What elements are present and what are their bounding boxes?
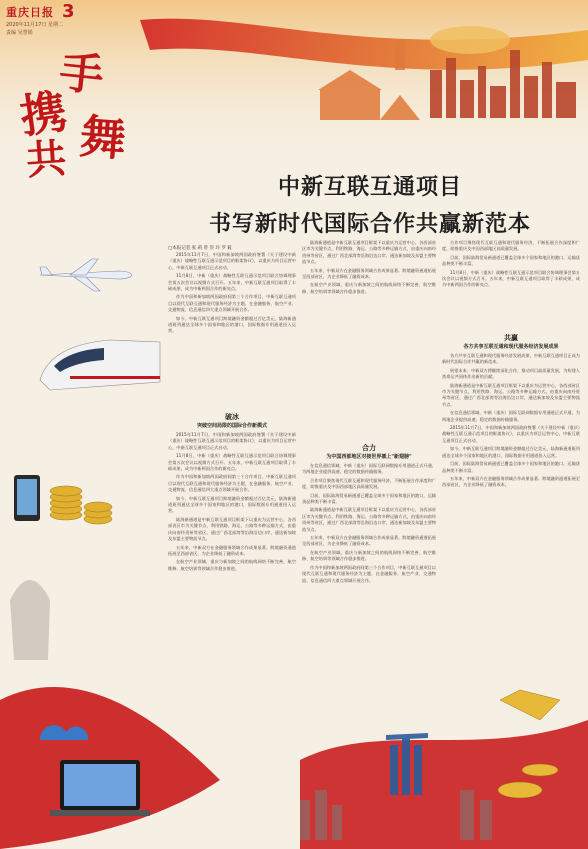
calligraphy-char: 共 bbox=[24, 134, 68, 185]
paragraph: 作为中国和新加坡两国政府间第三个合作项目，中新互联互通项目以现代互联互通和现代服务经济为主题，在金融服务、航空产业、交通物流、信息通信四大重点领域开展合作。 bbox=[168, 474, 296, 493]
calligraphy-char: 手 bbox=[56, 46, 107, 103]
issue-date: 2020年11月17日 星期二 bbox=[6, 22, 64, 28]
paragraph: 如今，中新互联互通项目跨境融资金额超过百亿美元，陆海新通道班列通达全球多个国家和地区的港口，国际数据专用通道投入运营。 bbox=[442, 446, 580, 458]
paragraph: 作为中国和新加坡两国政府间第三个合作项目，中新互联互通项目以现代互联互通和现代服务经济为主题，在金融服务、航空产业、交通物流、信息通信四大重点领域开展合作。 bbox=[168, 294, 296, 313]
article-column-3b bbox=[442, 353, 580, 491]
paragraph: 在信息通信领域，中新（重庆）国际互联网数据专用通道正式开通，为两地企业提供高速、稳定的数据传输服务。 bbox=[442, 410, 580, 422]
editor-credit: 责编 吴慧娟 bbox=[6, 30, 33, 36]
headline bbox=[170, 170, 570, 238]
paragraph: 作为中国和新加坡两国政府间第三个合作项目，中新互联互通项目以现代互联互通和现代服务经济为主题，在金融服务、航空产业、交通物流、信息通信四大重点领域开展合作。 bbox=[302, 564, 436, 583]
paragraph: 11月8日，中新（重庆）战略性互联互通示范项目联合协调理事会第五次会议以视频方式召开。五年来，中新互联互通项目取得了丰硕成果，成为中新两国合作的新亮点。 bbox=[168, 453, 296, 472]
headline-line-1: 中新互联互通项目 bbox=[277, 174, 462, 200]
calligraphy-char: 舞 bbox=[77, 109, 128, 167]
paragraph: 合作项目聚焦现代互联互通和现代服务经济，不断拓展合作深度和广度，助推重庆及中国西部地区高质量发展。 bbox=[302, 477, 436, 490]
article-column-2b bbox=[302, 463, 436, 586]
paragraph: 展望未来，中新双方将继续深化合作，推动项目高质量发展，为构建人类命运共同体作出新的贡献。 bbox=[442, 367, 580, 380]
article-column-2 bbox=[302, 240, 436, 297]
paper-name: 重庆日报 bbox=[6, 6, 54, 19]
paragraph: 目前，国际陆海贸易新通道已覆盖全球多个国家和地区的港口，运输货品种类不断丰富。 bbox=[442, 461, 580, 473]
paragraph: 陆海新通道是中新互联互通项目框架下以重庆为运营中心，各西部省区市为关键节点，利用铁路、海运、公路等多种运输方式，由重庆向南经贵州等省区，通过广西北部湾等沿海沿边口岸，通达新加坡及东盟主要物流节点。 bbox=[442, 382, 580, 407]
paragraph: 目前，国际陆海贸易新通道已覆盖全球多个国家和地区的港口，运输货品种类不断丰富。 bbox=[302, 492, 436, 505]
section-title: 破冰 bbox=[225, 413, 239, 421]
paragraph: 2015年11月7日，中国和新加坡两国政府签署《关于建设中新（重庆）战略性互联互通示范项目的框架协议》，以重庆为项目运营中心，中新互联互通项目正式启动。 bbox=[442, 425, 580, 443]
section-heading-2 bbox=[302, 443, 436, 460]
page-number: 3 bbox=[62, 1, 75, 22]
masthead bbox=[6, 1, 126, 38]
section-subtitle: 突破空间局限的国际合作新模式 bbox=[196, 423, 267, 429]
paragraph: 五年来，中新双方在金融服务领域合作成果显著。跨境融资通道拓展至西部省区，为企业降低了融资成本。 bbox=[302, 267, 436, 280]
paragraph: 在航空产业领域，重庆与新加坡之间的航线网络不断完善，航空维修、航空培训等领域合作稳步推进。 bbox=[168, 559, 296, 571]
paragraph: 合作项目聚焦现代互联互通和现代服务经济，不断拓展合作深度和广度，助推重庆及中国西部地区高质量发展。 bbox=[442, 240, 580, 252]
paragraph: 五年来，中新双方在金融服务领域合作成果显著。跨境融资通道拓展至西部省区，为企业降低了融资成本。 bbox=[302, 535, 436, 547]
article-column-1 bbox=[168, 252, 296, 337]
paragraph: 在信息通信领域，中新（重庆）国际互联网数据专用通道正式开通，为两地企业提供高速、稳定的数据传输服务。 bbox=[302, 463, 436, 475]
section-heading-3 bbox=[442, 333, 580, 350]
section-subtitle: 为中国西部地区对接世界插上"新翅膀" bbox=[326, 454, 412, 460]
paragraph: 2015年11月7日，中国和新加坡两国政府签署《关于建设中新（重庆）战略性互联互通示范项目的框架协议》，以重庆为项目运营中心，中新互联互通项目正式启动。 bbox=[168, 432, 296, 450]
section-title: 共赢 bbox=[504, 334, 518, 342]
paragraph: 2015年11月7日，中国和新加坡两国政府签署《关于建设中新（重庆）战略性互联互通示范项目的框架协议》，以重庆为项目运营中心，中新互联互通项目正式启动。 bbox=[168, 252, 296, 270]
paragraph: 11月8日，中新（重庆）战略性互联互通示范项目联合协调理事会第五次会议以视频方式召开。五年来，中新互联互通项目取得了丰硕成果，成为中新两国合作的新亮点。 bbox=[442, 269, 580, 288]
paragraph: 如今，中新互联互通项目跨境融资金额超过百亿美元，陆海新通道班列通达全球多个国家和地区的港口，国际数据专用通道投入运营。 bbox=[168, 315, 296, 334]
paragraph: 在航空产业领域，重庆与新加坡之间的航线网络不断完善，航空维修、航空培训等领域合作稳步推进。 bbox=[302, 549, 436, 562]
paragraph: 陆海新通道是中新互联互通项目框架下以重庆为运营中心，各西部省区市为关键节点，利用铁路、海运、公路等多种运输方式，由重庆向南经贵州等省区，通过广西北部湾等沿海沿边口岸，通达新加坡及东盟主要物流节点。 bbox=[168, 516, 296, 542]
paragraph: 陆海新通道是中新互联互通项目框架下以重庆为运营中心，各西部省区市为关键节点，利用铁路、海运、公路等多种运输方式，由重庆向南经贵州等省区，通过广西北部湾等沿海沿边口岸，通达新加坡及东盟主要物流节点。 bbox=[302, 240, 437, 265]
article-column-1b bbox=[168, 432, 296, 574]
paragraph: 各方共享互联互通和现代服务经济发展成果，中新互联互通项目正成为新时代国际合作共赢的新范本。 bbox=[442, 353, 580, 365]
headline-line-2: 书写新时代国际合作共赢新范本 bbox=[208, 211, 531, 237]
calligraphy-char: 携 bbox=[16, 84, 70, 144]
paragraph: 五年来，中新双方在金融服务领域合作成果显著。跨境融资通道拓展至西部省区，为企业降低了融资成本。 bbox=[168, 544, 296, 556]
section-subtitle: 各方共享互联互通和现代服务经济发展成果 bbox=[463, 344, 559, 350]
paragraph: 如今，中新互联互通项目跨境融资金额超过百亿美元，陆海新通道班列通达全球多个国家和地区的港口，国际数据专用通道投入运营。 bbox=[168, 495, 296, 514]
paragraph: 五年来，中新双方在金融服务领域合作成果显著。跨境融资通道拓展至西部省区，为企业降低了融资成本。 bbox=[442, 475, 580, 488]
paragraph: 在航空产业领域，重庆与新加坡之间的航线网络不断完善，航空维修、航空培训等领域合作稳步推进。 bbox=[302, 282, 436, 294]
article-column-3 bbox=[442, 240, 580, 291]
paragraph: 目前，国际陆海贸易新通道已覆盖全球多个国家和地区的港口，运输货品种类不断丰富。 bbox=[442, 254, 580, 267]
section-heading-1 bbox=[168, 412, 296, 429]
paragraph: 11月8日，中新（重庆）战略性互联互通示范项目联合协调理事会第五次会议以视频方式召开。五年来，中新互联互通项目取得了丰硕成果，成为中新两国合作的新亮点。 bbox=[168, 273, 296, 292]
byline: □本报记者 张 莉 曾 崇 玲 罗 筱 bbox=[168, 246, 232, 251]
paragraph: 陆海新通道是中新互联互通项目框架下以重庆为运营中心，各西部省区市为关键节点，利用铁路、海运、公路等多种运输方式，由重庆向南经贵州等省区，通过广西北部湾等沿海沿边口岸，通达新加坡及东盟主要物流节点。 bbox=[302, 507, 437, 532]
section-title: 合力 bbox=[362, 444, 376, 452]
